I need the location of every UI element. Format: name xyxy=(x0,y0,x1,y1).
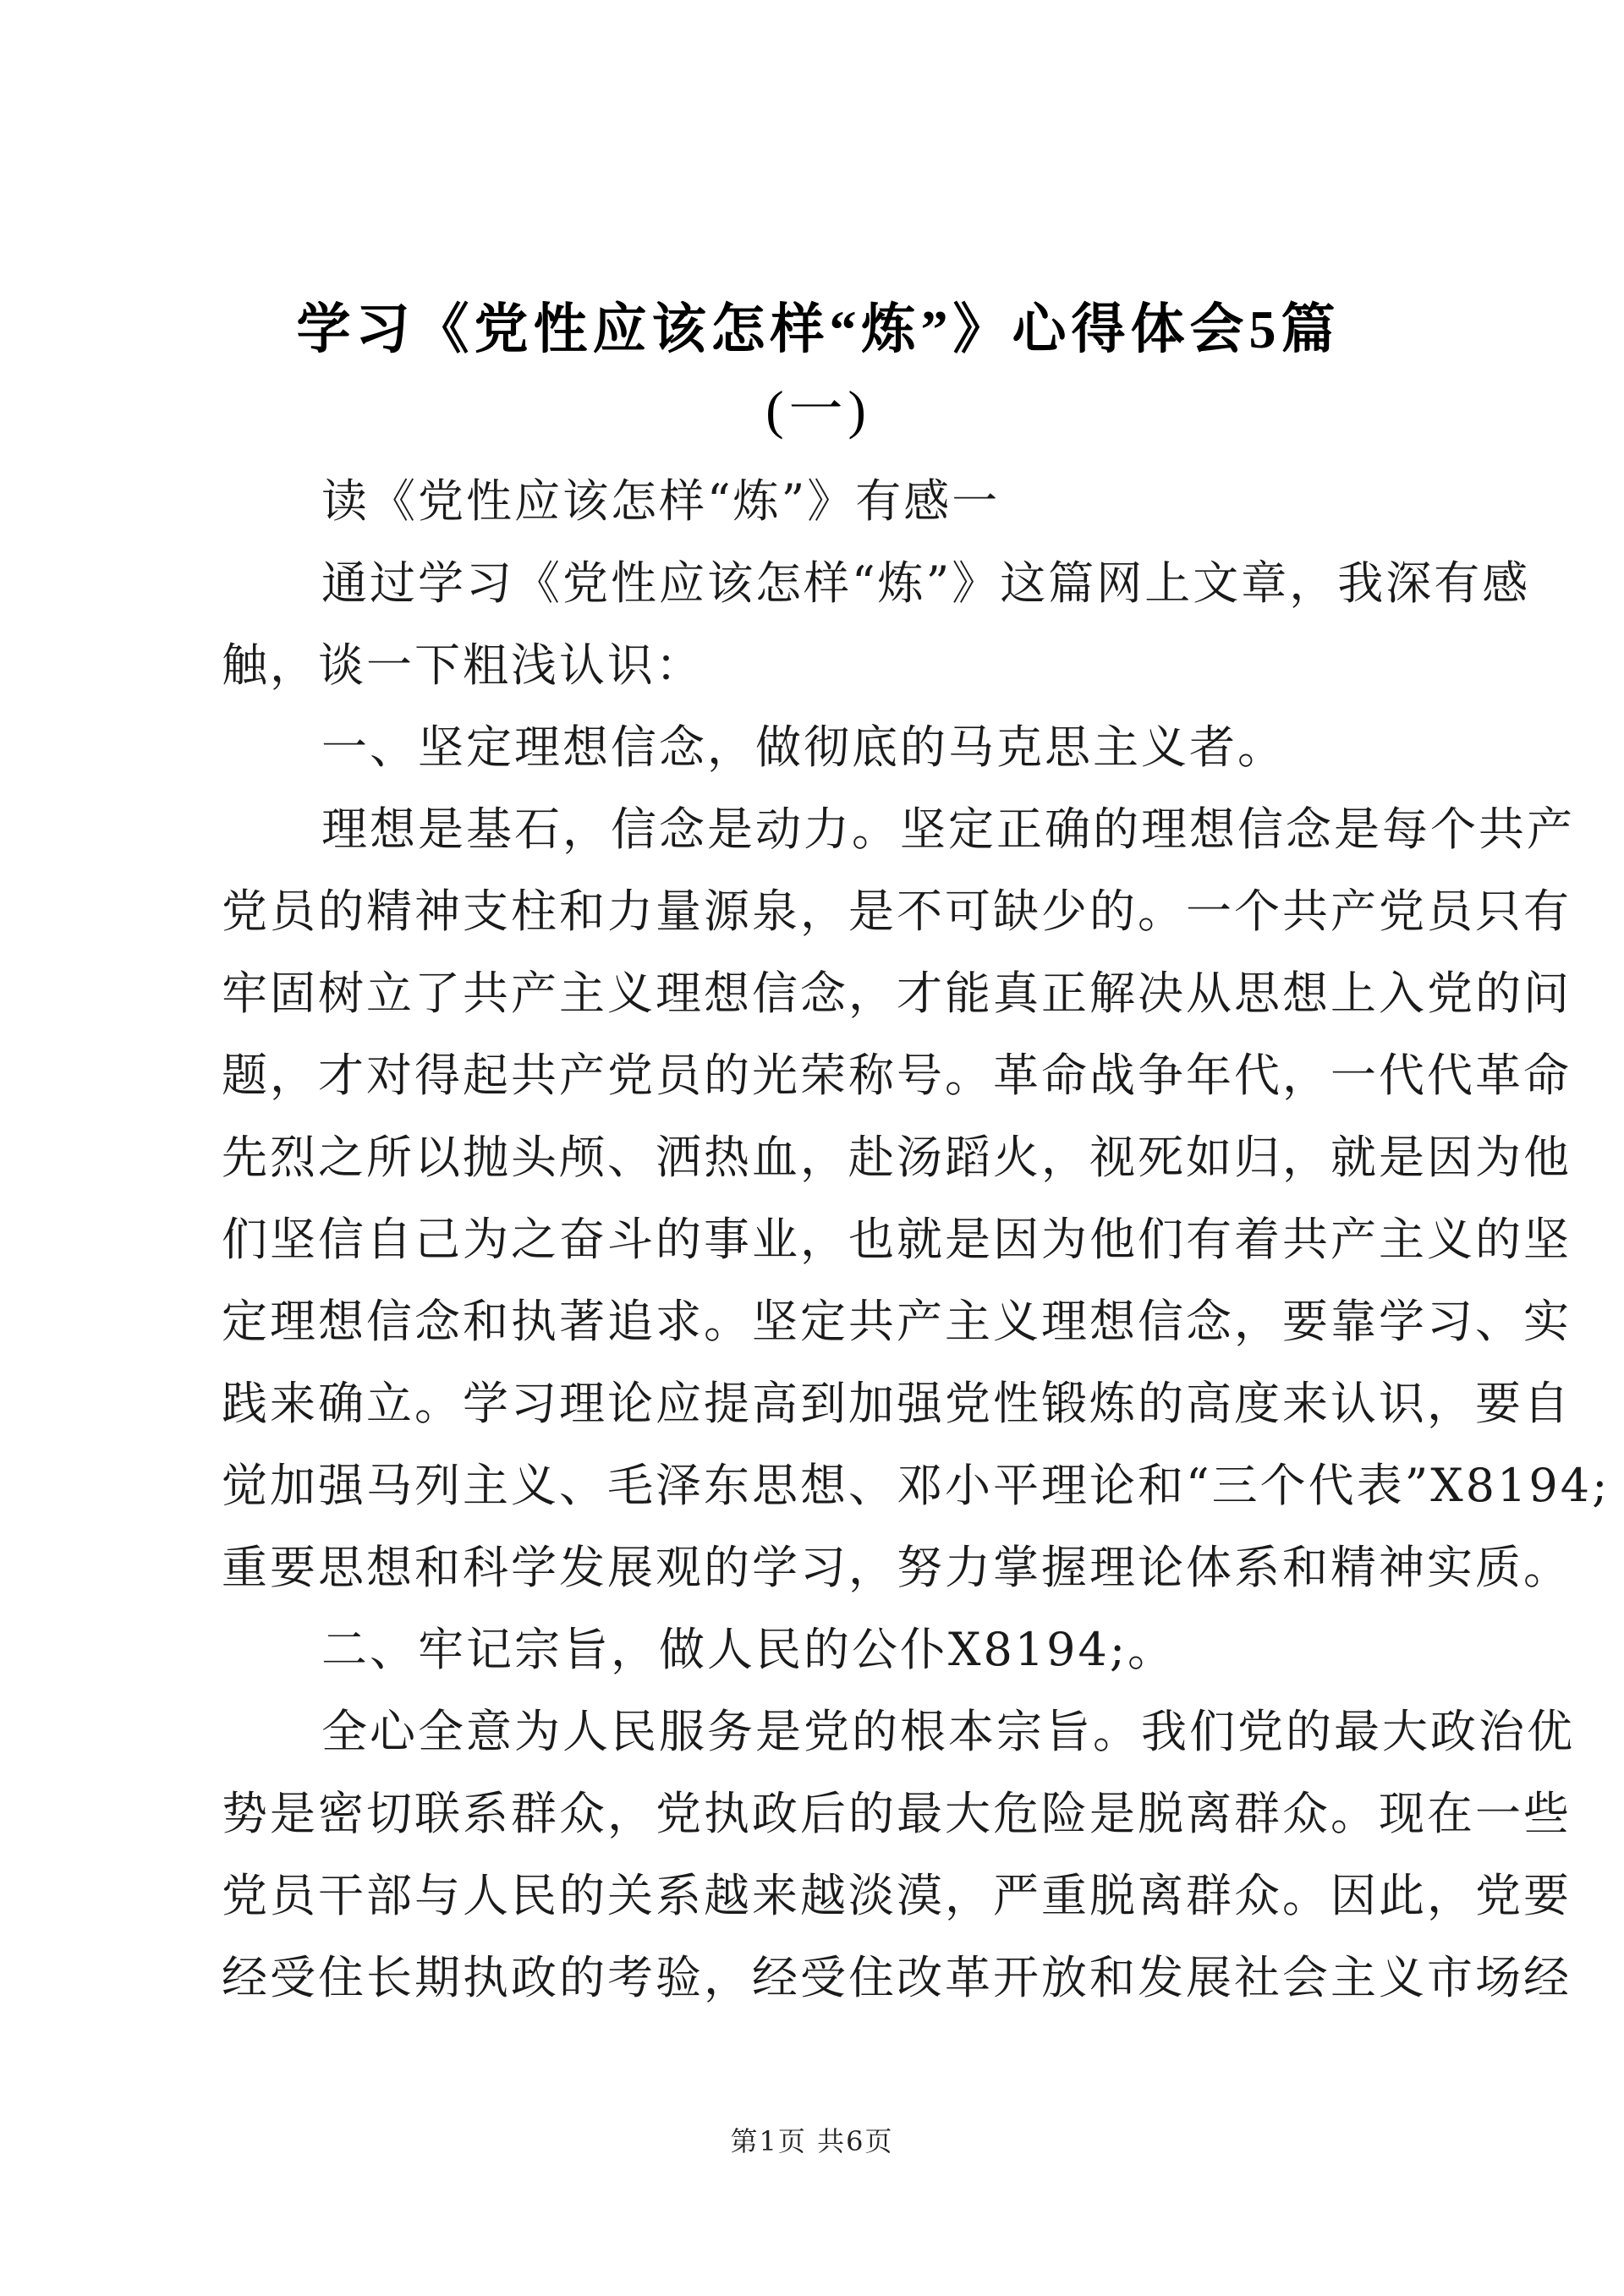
document-subtitle-number: (一) xyxy=(765,380,871,440)
body-line: 定理想信念和执著追求。坚定共产主义理想信念，要靠学习、实 xyxy=(222,1295,1572,1348)
body-line: 觉加强马列主义、毛泽东思想、邓小平理论和“三个代表”X8194; xyxy=(222,1459,1610,1512)
body-line: 触，谈一下粗浅认识： xyxy=(222,638,704,692)
body-line: 势是密切联系群众，党执政后的最大危险是脱离群众。现在一些 xyxy=(222,1787,1572,1840)
section-heading-1: 一、坚定理想信念，做彻底的马克思主义者。 xyxy=(321,721,1286,774)
body-line: 们坚信自己为之奋斗的事业，也就是因为他们有着共产主义的坚 xyxy=(222,1213,1572,1266)
document-title: 学习《党性应该怎样“炼”》心得体会5篇 xyxy=(296,299,1341,359)
body-line: 读《党性应该怎样“炼”》有感一 xyxy=(321,474,1001,528)
body-line: 党员的精神支柱和力量源泉，是不可缺少的。一个共产党员只有 xyxy=(222,885,1572,938)
body-line: 全心全意为人民服务是党的根本宗旨。我们党的最大政治优 xyxy=(321,1705,1575,1758)
body-line: 践来确立。学习理论应提高到加强党性锻炼的高度来认识，要自 xyxy=(222,1377,1572,1430)
document-body xyxy=(222,474,1610,2032)
body-line: 题，才对得起共产党员的光荣称号。革命战争年代，一代代革命 xyxy=(222,1049,1572,1102)
body-line: 先烈之所以抛头颅、洒热血，赴汤蹈火，视死如归，就是因为他 xyxy=(222,1131,1572,1184)
body-line: 经受住长期执政的考验，经受住改革开放和发展社会主义市场经 xyxy=(222,1951,1572,2004)
body-line: 党员干部与人民的关系越来越淡漠，严重脱离群众。因此，党要 xyxy=(222,1869,1572,1922)
page-number-footer: 第1页 共6页 xyxy=(730,2125,894,2157)
body-line: 重要思想和科学发展观的学习，努力掌握理论体系和精神实质。 xyxy=(222,1541,1572,1594)
body-line: 理想是基石，信念是动力。坚定正确的理想信念是每个共产 xyxy=(321,803,1575,856)
body-line: 通过学习《党性应该怎样“炼”》这篇网上文章，我深有感 xyxy=(321,556,1531,610)
section-heading-2: 二、牢记宗旨，做人民的公仆X8194;。 xyxy=(321,1623,1177,1676)
body-line: 牢固树立了共产主义理想信念，才能真正解决从思想上入党的问 xyxy=(222,967,1572,1020)
